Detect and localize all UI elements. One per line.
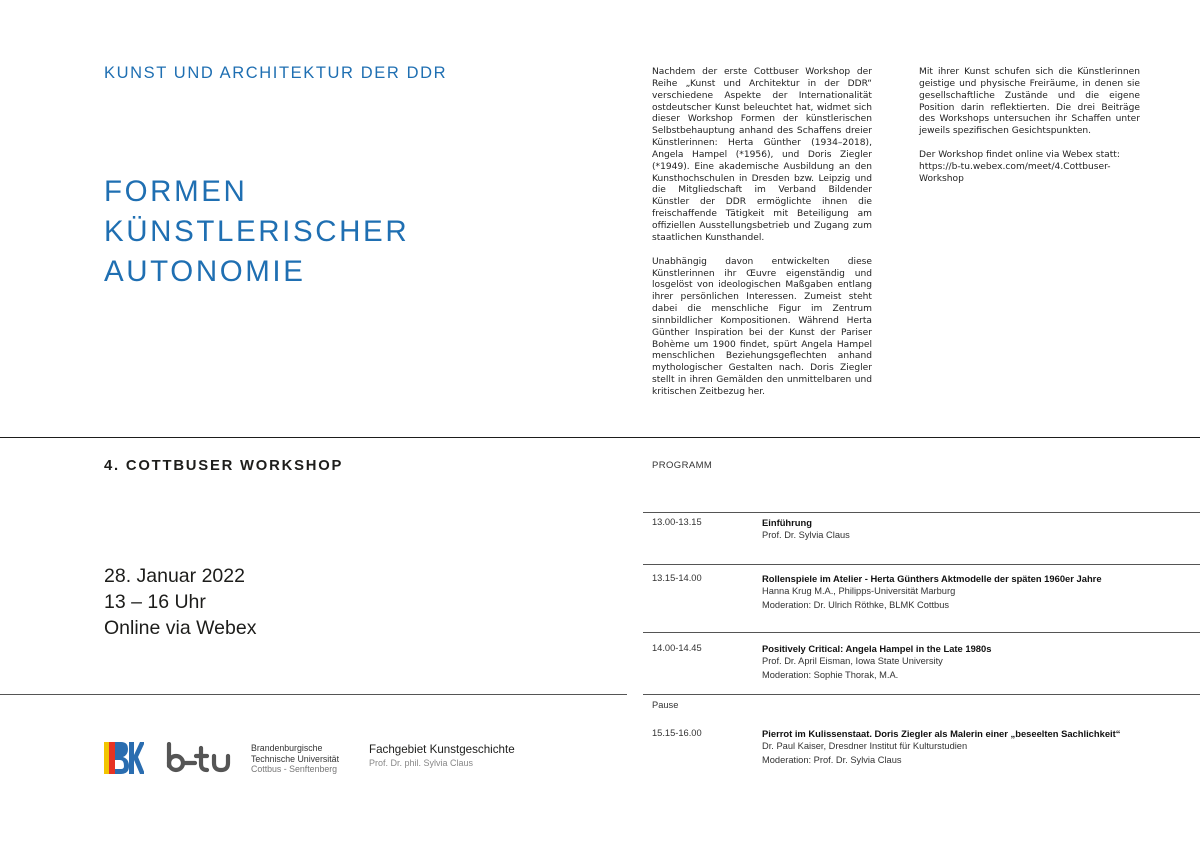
program-slot	[652, 642, 1192, 684]
main-title	[104, 172, 409, 292]
program-heading: PROGRAMM	[652, 460, 713, 471]
slot-moderation: Moderation: Sophie Thorak, M.A.	[762, 669, 899, 680]
bk-logo-k-shape	[129, 742, 144, 774]
slot-title: Einführung	[762, 517, 812, 528]
slot-title: Positively Critical: Angela Hampel in the Late 1980s	[762, 643, 992, 654]
slot-time: 13.00-13.15	[652, 517, 702, 527]
slot-moderation: Moderation: Dr. Ulrich Röthke, BLMK Cottbus	[762, 599, 950, 610]
series-title: KUNST UND ARCHITEKTUR DER DDR	[104, 64, 448, 82]
program-separator	[643, 564, 1200, 565]
paragraph: Nachdem der erste Cottbuser Workshop der Reihe „Kunst und Architektur in der DDR“ verschiedene Aspekte der Internationalität ostdeutscher Kunst beleuchtet hat, widmet sich dieser Workshop Formen der künstlerischen Selbstbehauptung anhand des Schaffens dreier Künstlerinnen: Herta Günther (1934–2018), Angela Hampel (*1956), und Doris Ziegler (*1949). Eine akademische Ausbildung an den Kunsthochschulen in Dresden bzw. Leipzig und die Mitgliedschaft im Verband Bildender Künstler der DDR ermöglichte ihnen die freischaffende Tätigkeit mit Beteiligung am offiziellen Ausstellungsbetrieb und Zugang zum staatlichen Kunsthandel.	[652, 67, 872, 243]
workshop-title: 4. COTTBUSER WORKSHOP	[104, 458, 344, 474]
university-line: Technische Universität	[251, 753, 340, 764]
university-name	[251, 743, 339, 775]
program-slot	[652, 727, 1192, 769]
bk-logo	[104, 742, 144, 774]
department-professor: Prof. Dr. phil. Sylvia Claus	[369, 758, 474, 768]
event-details	[104, 563, 256, 641]
title-line: KÜNSTLERISCHER	[104, 215, 410, 248]
title-line: FORMEN	[104, 175, 248, 208]
slot-body	[762, 642, 1192, 682]
program-slot	[652, 572, 1192, 614]
university-line: Brandenburgische	[251, 743, 323, 753]
program-separator	[643, 632, 1200, 633]
slot-body	[762, 727, 1192, 767]
slot-title: Pierrot im Kulissenstaat. Doris Ziegler als Malerin einer „beseelten Sachlichkeit“	[762, 728, 1121, 739]
slot-time: 15.15-16.00	[652, 728, 702, 738]
footer-divider	[0, 694, 627, 695]
event-venue: Online via Webex	[104, 617, 257, 639]
slot-speaker: Prof. Dr. Sylvia Claus	[762, 530, 850, 541]
slot-speaker: Prof. Dr. April Eisman, Iowa State University	[762, 656, 943, 667]
program-slot	[652, 516, 1192, 546]
slot-speaker: Hanna Krug M.A., Philipps-Universität Marburg	[762, 586, 956, 597]
bk-logo-red-bar	[109, 742, 115, 774]
intro-text-column-2	[919, 67, 1140, 198]
slot-body	[762, 516, 1192, 543]
slot-body	[762, 572, 1192, 612]
slot-time: 13.15-14.00	[652, 573, 702, 583]
department-name: Fachgebiet Kunstgeschichte	[369, 743, 515, 756]
btu-letter-u	[214, 756, 228, 770]
pause-label: Pause	[652, 700, 679, 710]
program-separator	[643, 512, 1200, 513]
webex-info: Der Workshop findet online via Webex statt: https://b-tu.webex.com/meet/4.Cottbuser-Workshop	[919, 150, 1120, 184]
btu-letter-t-stem	[201, 748, 207, 770]
bk-logo-yellow-bar	[104, 742, 109, 774]
slot-speaker: Dr. Paul Kaiser, Dresdner Institut für Kulturstudien	[762, 741, 968, 752]
event-date: 28. Januar 2022	[104, 565, 245, 587]
slot-moderation: Moderation: Prof. Dr. Sylvia Claus	[762, 754, 902, 765]
paragraph: Unabhängig davon entwickelten diese Künstlerinnen ihr Œuvre eigenständig und losgelöst von ideologischen Maßgaben entlang ihrer persönlichen Interessen. Zumeist steht dabei die menschliche Figur im Zentrum sinnbildlicher Kompositionen. Während Herta Günther Inspiration bei der Kunst der Pariser Bohème um 1900 findet, spürt Angela Hampel menschlichen Beziehungsgeflechten anhand mythologischer Gestalten nach. Doris Ziegler stellt in ihren Gemälden den unmittelbaren und kritischen Zeitbezug her.	[652, 256, 872, 397]
program-separator	[643, 694, 1200, 695]
section-divider	[0, 437, 1200, 438]
btu-logo	[165, 742, 245, 774]
bk-logo-b-shape	[115, 742, 129, 774]
paragraph: Mit ihrer Kunst schufen sich die Künstlerinnen geistige und physische Freiräume, in denen sie gesellschaftliche Zustände und die eigene Position darin reflektierten. Die drei Beiträge des Workshops untersuchen ihr Schaffen unter jeweils spezifischen Gesichtspunkten.	[919, 67, 1140, 137]
event-time: 13 – 16 Uhr	[104, 591, 206, 613]
slot-title: Rollenspiele im Atelier - Herta Günthers Aktmodelle der späten 1960er Jahre	[762, 573, 1102, 584]
intro-text-column-1	[652, 67, 872, 411]
title-line: AUTONOMIE	[104, 255, 306, 288]
slot-time: 14.00-14.45	[652, 643, 702, 653]
university-location: Cottbus - Senftenberg	[251, 764, 338, 775]
btu-letter-b-bowl	[169, 756, 183, 770]
